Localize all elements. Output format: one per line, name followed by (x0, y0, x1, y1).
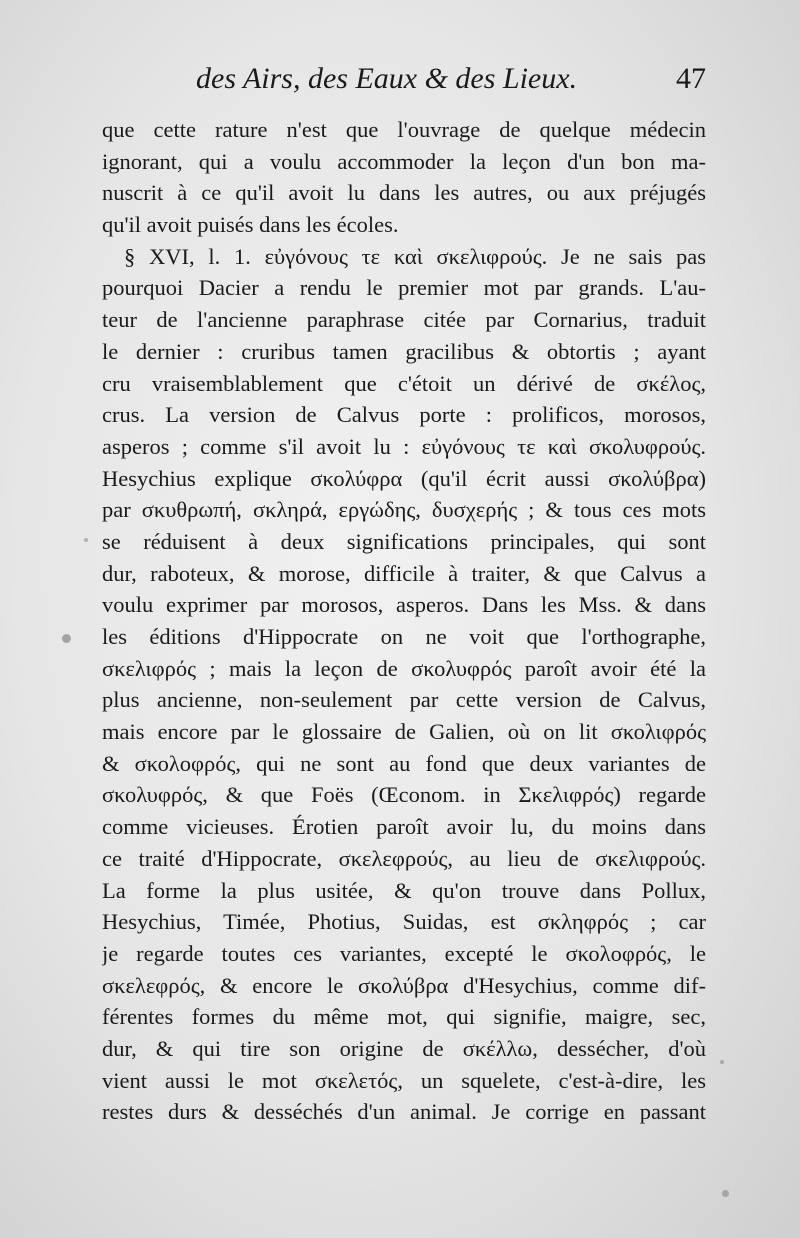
text-line: σκελιφρός ; mais la leçon de σκολυφρός paroît avoir été la (102, 655, 706, 681)
text-line: férentes formes du même mot, qui signifie, maigre, sec, (102, 1004, 706, 1030)
body-text (102, 114, 706, 1128)
text-line: Hesychius explique σκολύφρα (qu'il écrit aussi σκολύβρα) (102, 465, 706, 491)
text-line: dur, & qui tire son origine de σκέλλω, dessécher, d'où (102, 1035, 706, 1061)
text-line: comme vicieuses. Érotien paroît avoir lu, du moins dans (102, 814, 706, 840)
text-line: σκολυφρός, & que Foës (Œconom. in Σκελιφρός) regarde (102, 782, 706, 808)
text-line: voulu exprimer par morosos, asperos. Dans les Mss. & dans (102, 592, 706, 618)
text-line: qu'il avoit puisés dans les écoles. (102, 212, 399, 238)
text-line: je regarde toutes ces variantes, excepté le σκολοφρός, le (102, 940, 706, 966)
paper-speck (722, 1190, 729, 1197)
text-line: se réduisent à deux significations principales, qui sont (102, 528, 706, 554)
text-line: σκελεφρός, & encore le σκολύβρα d'Hesychius, comme dif- (102, 972, 706, 998)
text-line: teur de l'ancienne paraphrase citée par Cornarius, traduit (102, 307, 706, 333)
text-line: plus ancienne, non-seulement par cette version de Calvus, (102, 687, 706, 713)
text-line: vient aussi le mot σκελετός, un squelete, c'est-à-dire, les (102, 1067, 706, 1093)
text-line: asperos ; comme s'il avoit lu : εὐγόνους τε καὶ σκολυφρούς. (102, 433, 706, 459)
running-header (196, 62, 706, 102)
paper-speck (84, 538, 88, 542)
text-line: mais encore par le glossaire de Galien, où on lit σκολιφρός (102, 719, 706, 745)
paper-speck (62, 634, 71, 643)
text-line: & σκολοφρός, qui ne sont au fond que deux variantes de (102, 750, 706, 776)
page-number: 47 (676, 62, 706, 95)
running-title: des Airs, des Eaux & des Lieux. (196, 62, 578, 95)
text-line: le dernier : cruribus tamen gracilibus & obtortis ; ayant (102, 338, 706, 364)
text-line: La forme la plus usitée, & qu'on trouve dans Pollux, (102, 877, 706, 903)
text-line: que cette rature n'est que l'ouvrage de quelque médecin (102, 117, 706, 142)
text-line: par σκυθρωπή, σκληρά, εργώδης, δυσχερής ; & tous ces mots (102, 497, 706, 523)
text-line: restes durs & desséchés d'un animal. Je corrige en passant (102, 1099, 706, 1125)
text-line: les éditions d'Hippocrate on ne voit que l'orthographe, (102, 624, 706, 649)
text-line: ignorant, qui a voulu accommoder la leçon d'un bon ma- (102, 148, 706, 174)
text-line: pourquoi Dacier a rendu le premier mot par grands. L'au- (102, 275, 706, 301)
text-line: dur, raboteux, & morose, difficile à traiter, & que Calvus a (102, 560, 706, 586)
paper-speck (720, 1060, 724, 1064)
text-line: § XVI, l. 1. εὐγόνους τε καὶ σκελιφρούς. Je ne sais pas (124, 243, 706, 269)
text-line: ce traité d'Hippocrate, σκελεφρούς, au lieu de σκελιφρούς. (102, 845, 706, 871)
text-line: nuscrit à ce qu'il avoit lu dans les autres, ou aux préjugés (102, 180, 706, 206)
text-line: cru vraisemblablement que c'étoit un dérivé de σκέλος, (102, 370, 706, 396)
text-line: Hesychius, Timée, Photius, Suidas, est σκληφρός ; car (102, 909, 706, 935)
text-line: crus. La version de Calvus porte : prolificos, morosos, (102, 402, 706, 428)
